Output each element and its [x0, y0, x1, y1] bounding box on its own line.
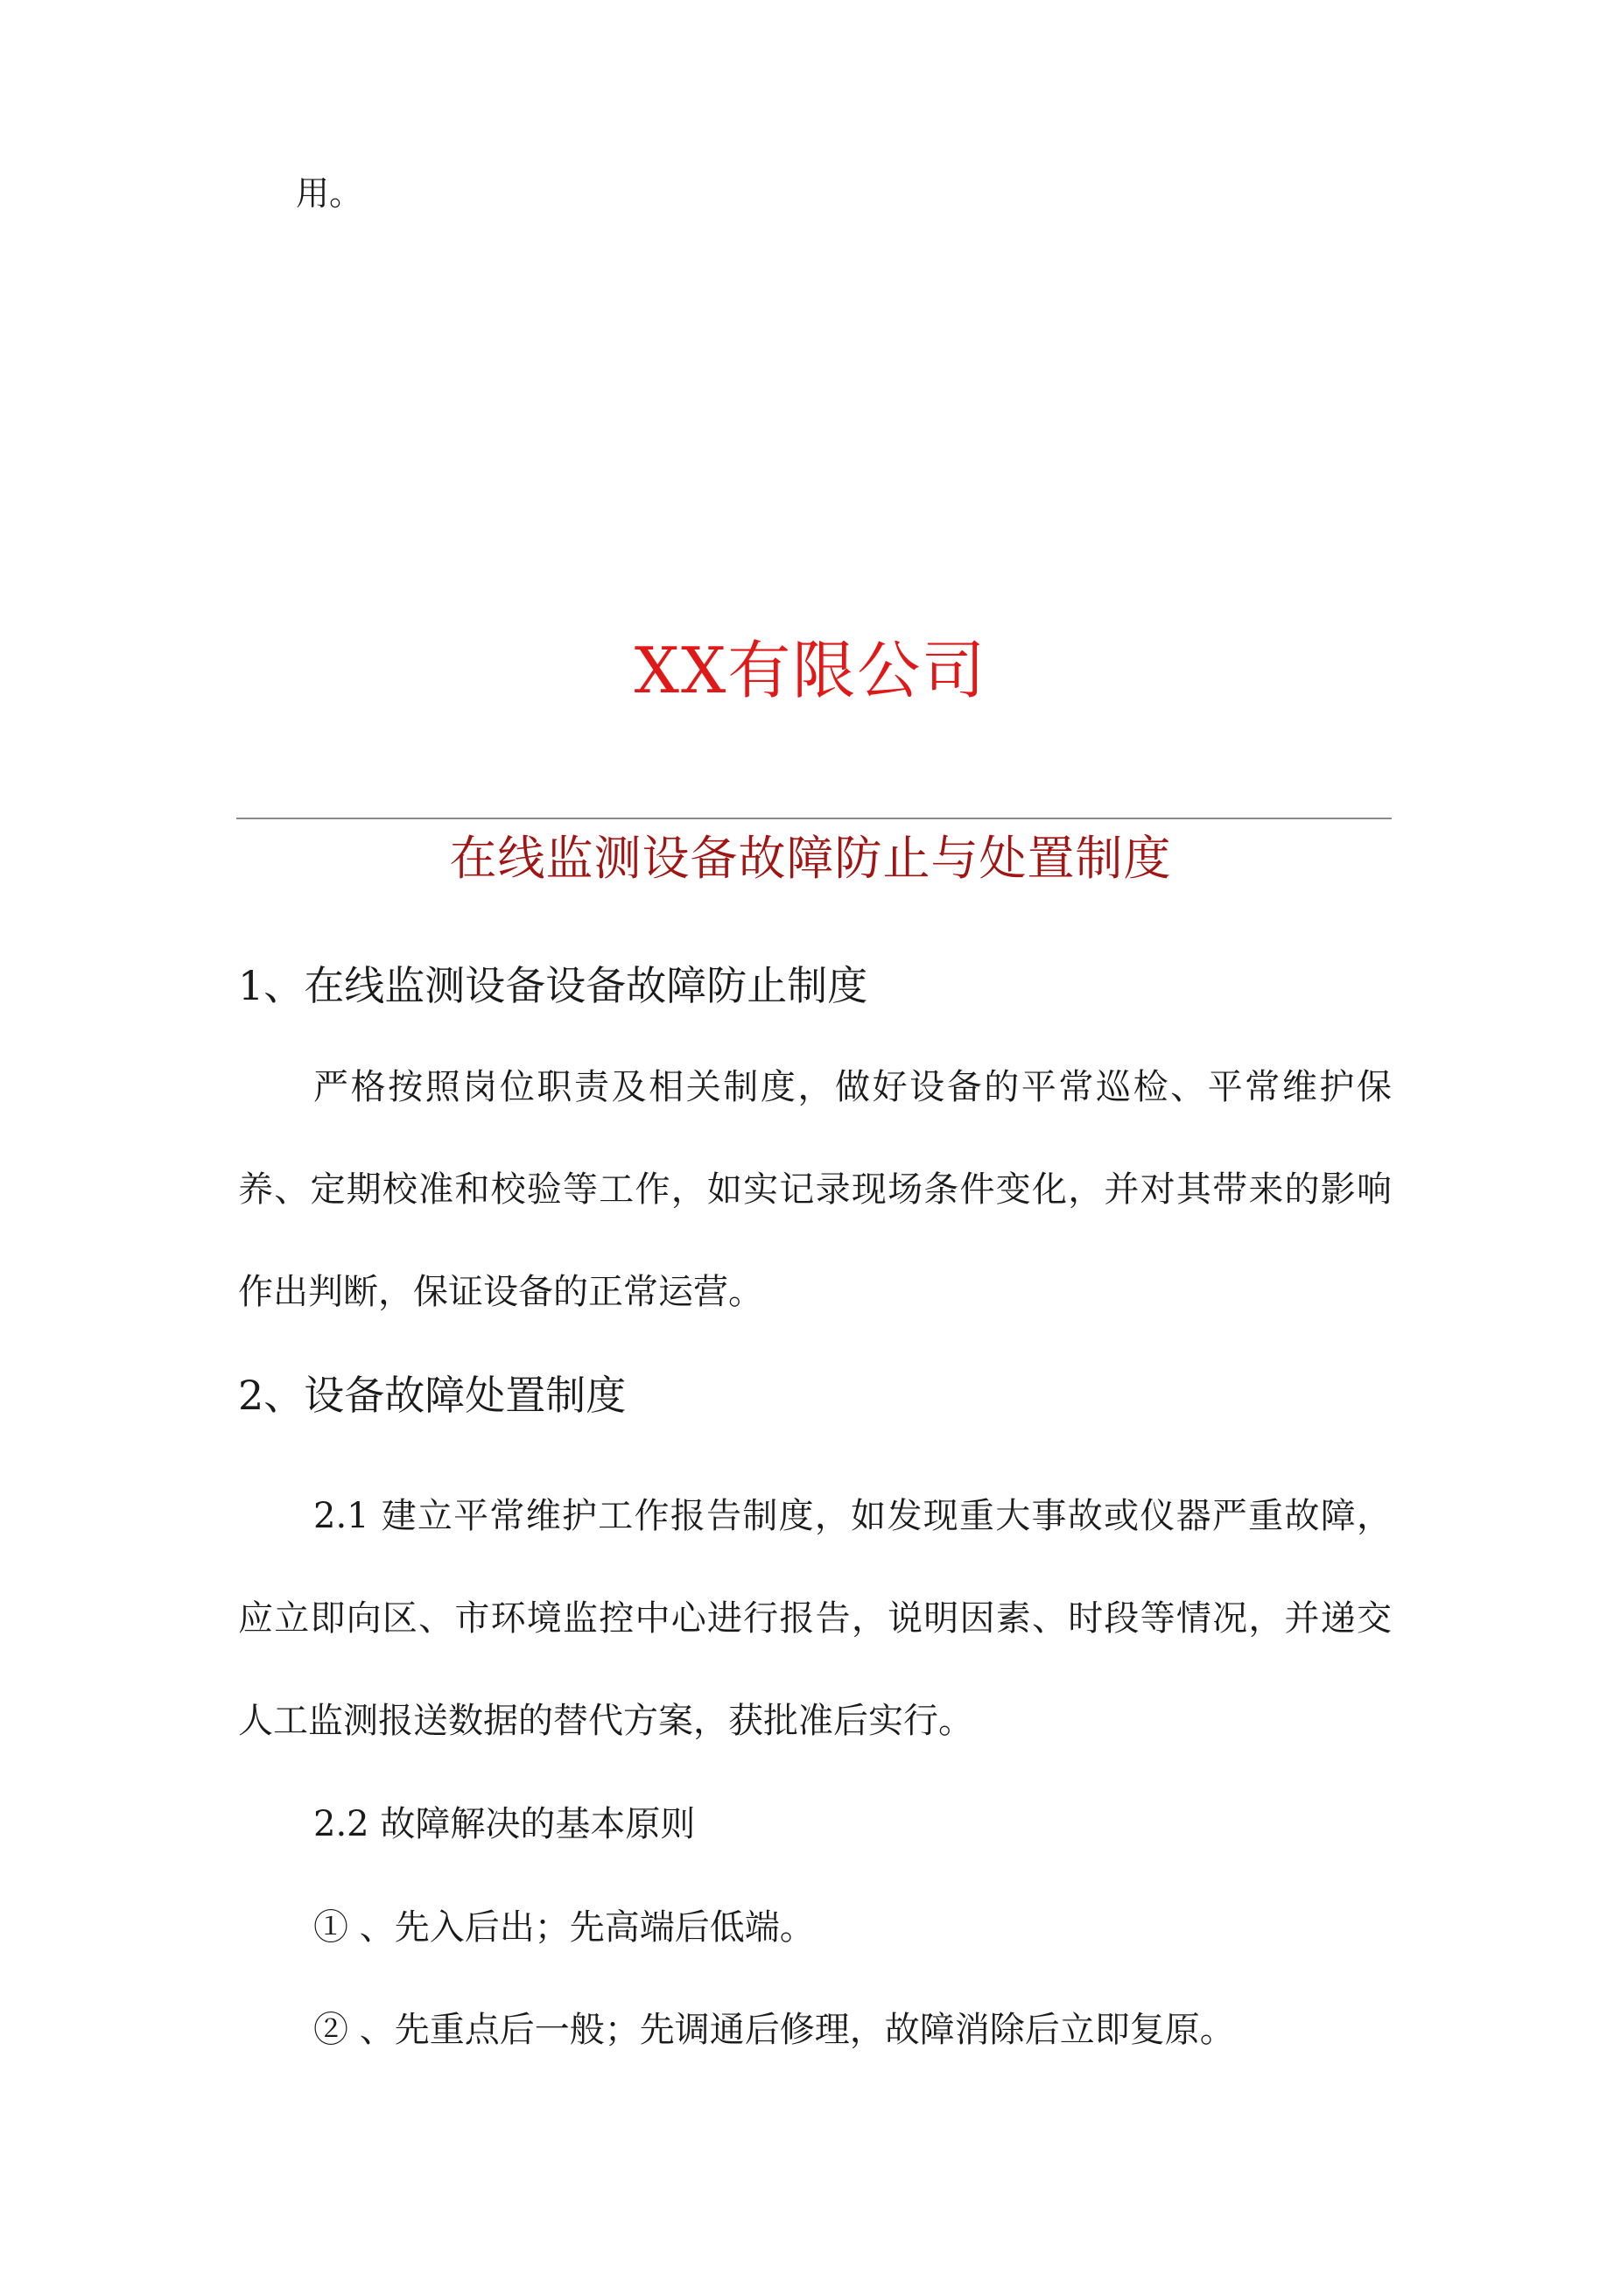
section-1-paragraph-line: 严格按照岗位职责及相关制度，做好设备的平常巡检、平常维护保 [313, 1067, 1392, 1107]
document-title: 在线监测设备故障防止与处置制度 [449, 831, 1172, 886]
principle-item: ① 、先入后出；先高端后低端。 [313, 1907, 815, 1948]
section-2-1-line: 2.1 建立平常维护工作报告制度，如发现重大事故或仪器严重故障， [313, 1496, 1392, 1536]
section-2-2-heading: 2.2 故障解决的基本原则 [313, 1804, 696, 1844]
principle-item: ② 、先重点后一般；先调通后修理，故障消除后立即复原。 [313, 2010, 1235, 2050]
section-1-heading: 1、在线监测设备设备故障防止制度 [238, 962, 868, 1009]
section-2-heading: 2、设备故障处置制度 [238, 1372, 627, 1419]
section-2-1-line: 人工监测报送数据的替代方案，获批准后实行。 [238, 1701, 973, 1741]
section-1-paragraph-line: 养、定期校准和校验等工作，如实记录现场条件变化，并对其带来的影响 [238, 1169, 1392, 1210]
company-name: XX有限公司 [634, 634, 987, 707]
section-2-1-line: 应立即向区、市环境监控中心进行报告，说明因素、时段等情况，并递交 [238, 1598, 1392, 1639]
header-divider [236, 818, 1392, 819]
continuation-text: 用。 [296, 174, 363, 213]
section-1-paragraph-line: 作出判断，保证设备的正常运营。 [238, 1272, 763, 1312]
